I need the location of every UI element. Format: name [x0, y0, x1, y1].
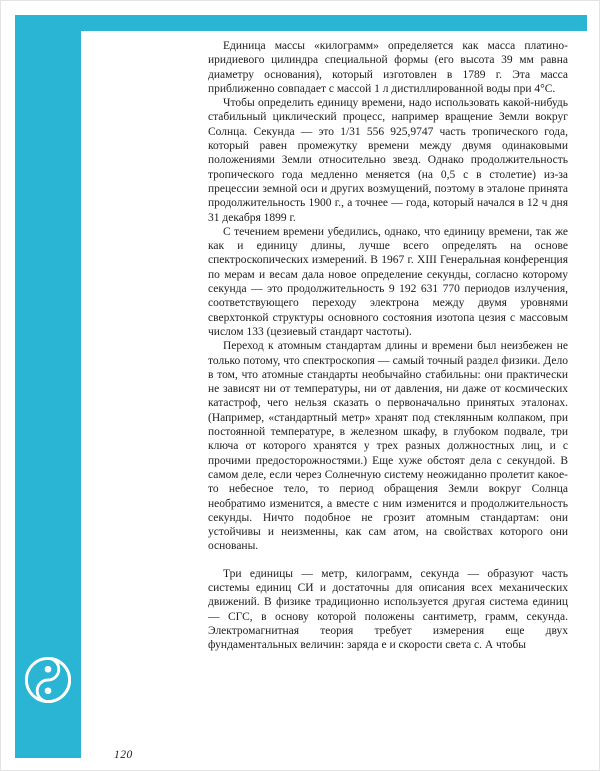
- paragraph-unit-systems: Три единицы — метр, килограмм, секунда — образуют часть системы единиц СИ и достаточны для описания всех механических движений. В физике традиционно используется другая система единиц — СГС, в основу которой положены сантиметр, грамм, секунда. Электромагнитная теория требует измерения еще двух фундаментальных величин: заряда e и скорости света c. А чтобы: [208, 567, 568, 652]
- page-number: 120: [114, 749, 133, 761]
- paragraph-mass-unit: Единица массы «килограмм» определяется как масса платино-иридиевого цилиндра специальной формы (его высота 39 мм равна диаметру основания), который изготовлен в 1789 г. Эта масса приближенно совпадает с массой 1 л дистиллированной воды при 4°С.: [208, 40, 568, 95]
- top-accent-bar: [15, 15, 587, 31]
- yin-yang-icon: [24, 656, 72, 704]
- left-accent-bar: [15, 15, 81, 758]
- text-column: [208, 39, 568, 652]
- paragraph-spectroscopic-second: С течением времени убедились, однако, что единицу времени, так же как и единицу длины, лучше всего определять на основе спектроскопических измерений. В 1967 г. XIII Генеральная конференция по мерам и весам дала новое определение секунды, согласно которому секунда — это продолжительность 9 192 631 770 периодов излучения, соответствующего переходу электрона между двумя уровнями сверхтонкой структуры основного состояния изотопа цезия с массовым числом 133 (цезиевый стандарт частоты).: [208, 225, 568, 338]
- paragraph-atomic-standards: Переход к атомным стандартам длины и времени был неизбежен не только потому, что спектроскопия — самый точный раздел физики. Дело в том, что атомные стандарты необычайно стабильны: они практически не зависят ни от температуры, ни от давления, ни даже от космических катастроф, чего нельзя сказать о первоначально принятых эталонах. (Например, «стандартный метр» хранят под стеклянным колпаком, при постоянной температуре, в железном шкафу, в глубоком подвале, три ключа от которого хранятся у трех разных должностных лиц, и с прочими предосторожностями.) Еще хуже обстоят дела с секундой. В самом деле, если через Солнечную систему неожиданно пролетит какое-то небесное тело, то период обращения Земли вокруг Солнца необратимо изменится, а вместе с ним изменится и продолжительность секунды. Ничто подобное не грозит атомным стандартам: они устойчивы и неизменны, как сам атом, на свойствах которого они основаны.: [208, 340, 568, 553]
- paragraph-time-unit: Чтобы определить единицу времени, надо использовать какой-нибудь стабильный циклический процесс, например вращение Земли вокруг Солнца. Секунда — это 1/31 556 925,9747 часть тропического года, который равен промежутку времени между двумя одинаковыми положениями Земли относительно звезд. Однако продолжительность тропического года медленно меняется (на 0,5 с в столетие) из-за прецессии земной оси и других возмущений, поэтому в эталоне принята продолжительность 1900 г., а точнее — года, который начался в 12 ч дня 31 декабря 1899 г.: [208, 97, 568, 224]
